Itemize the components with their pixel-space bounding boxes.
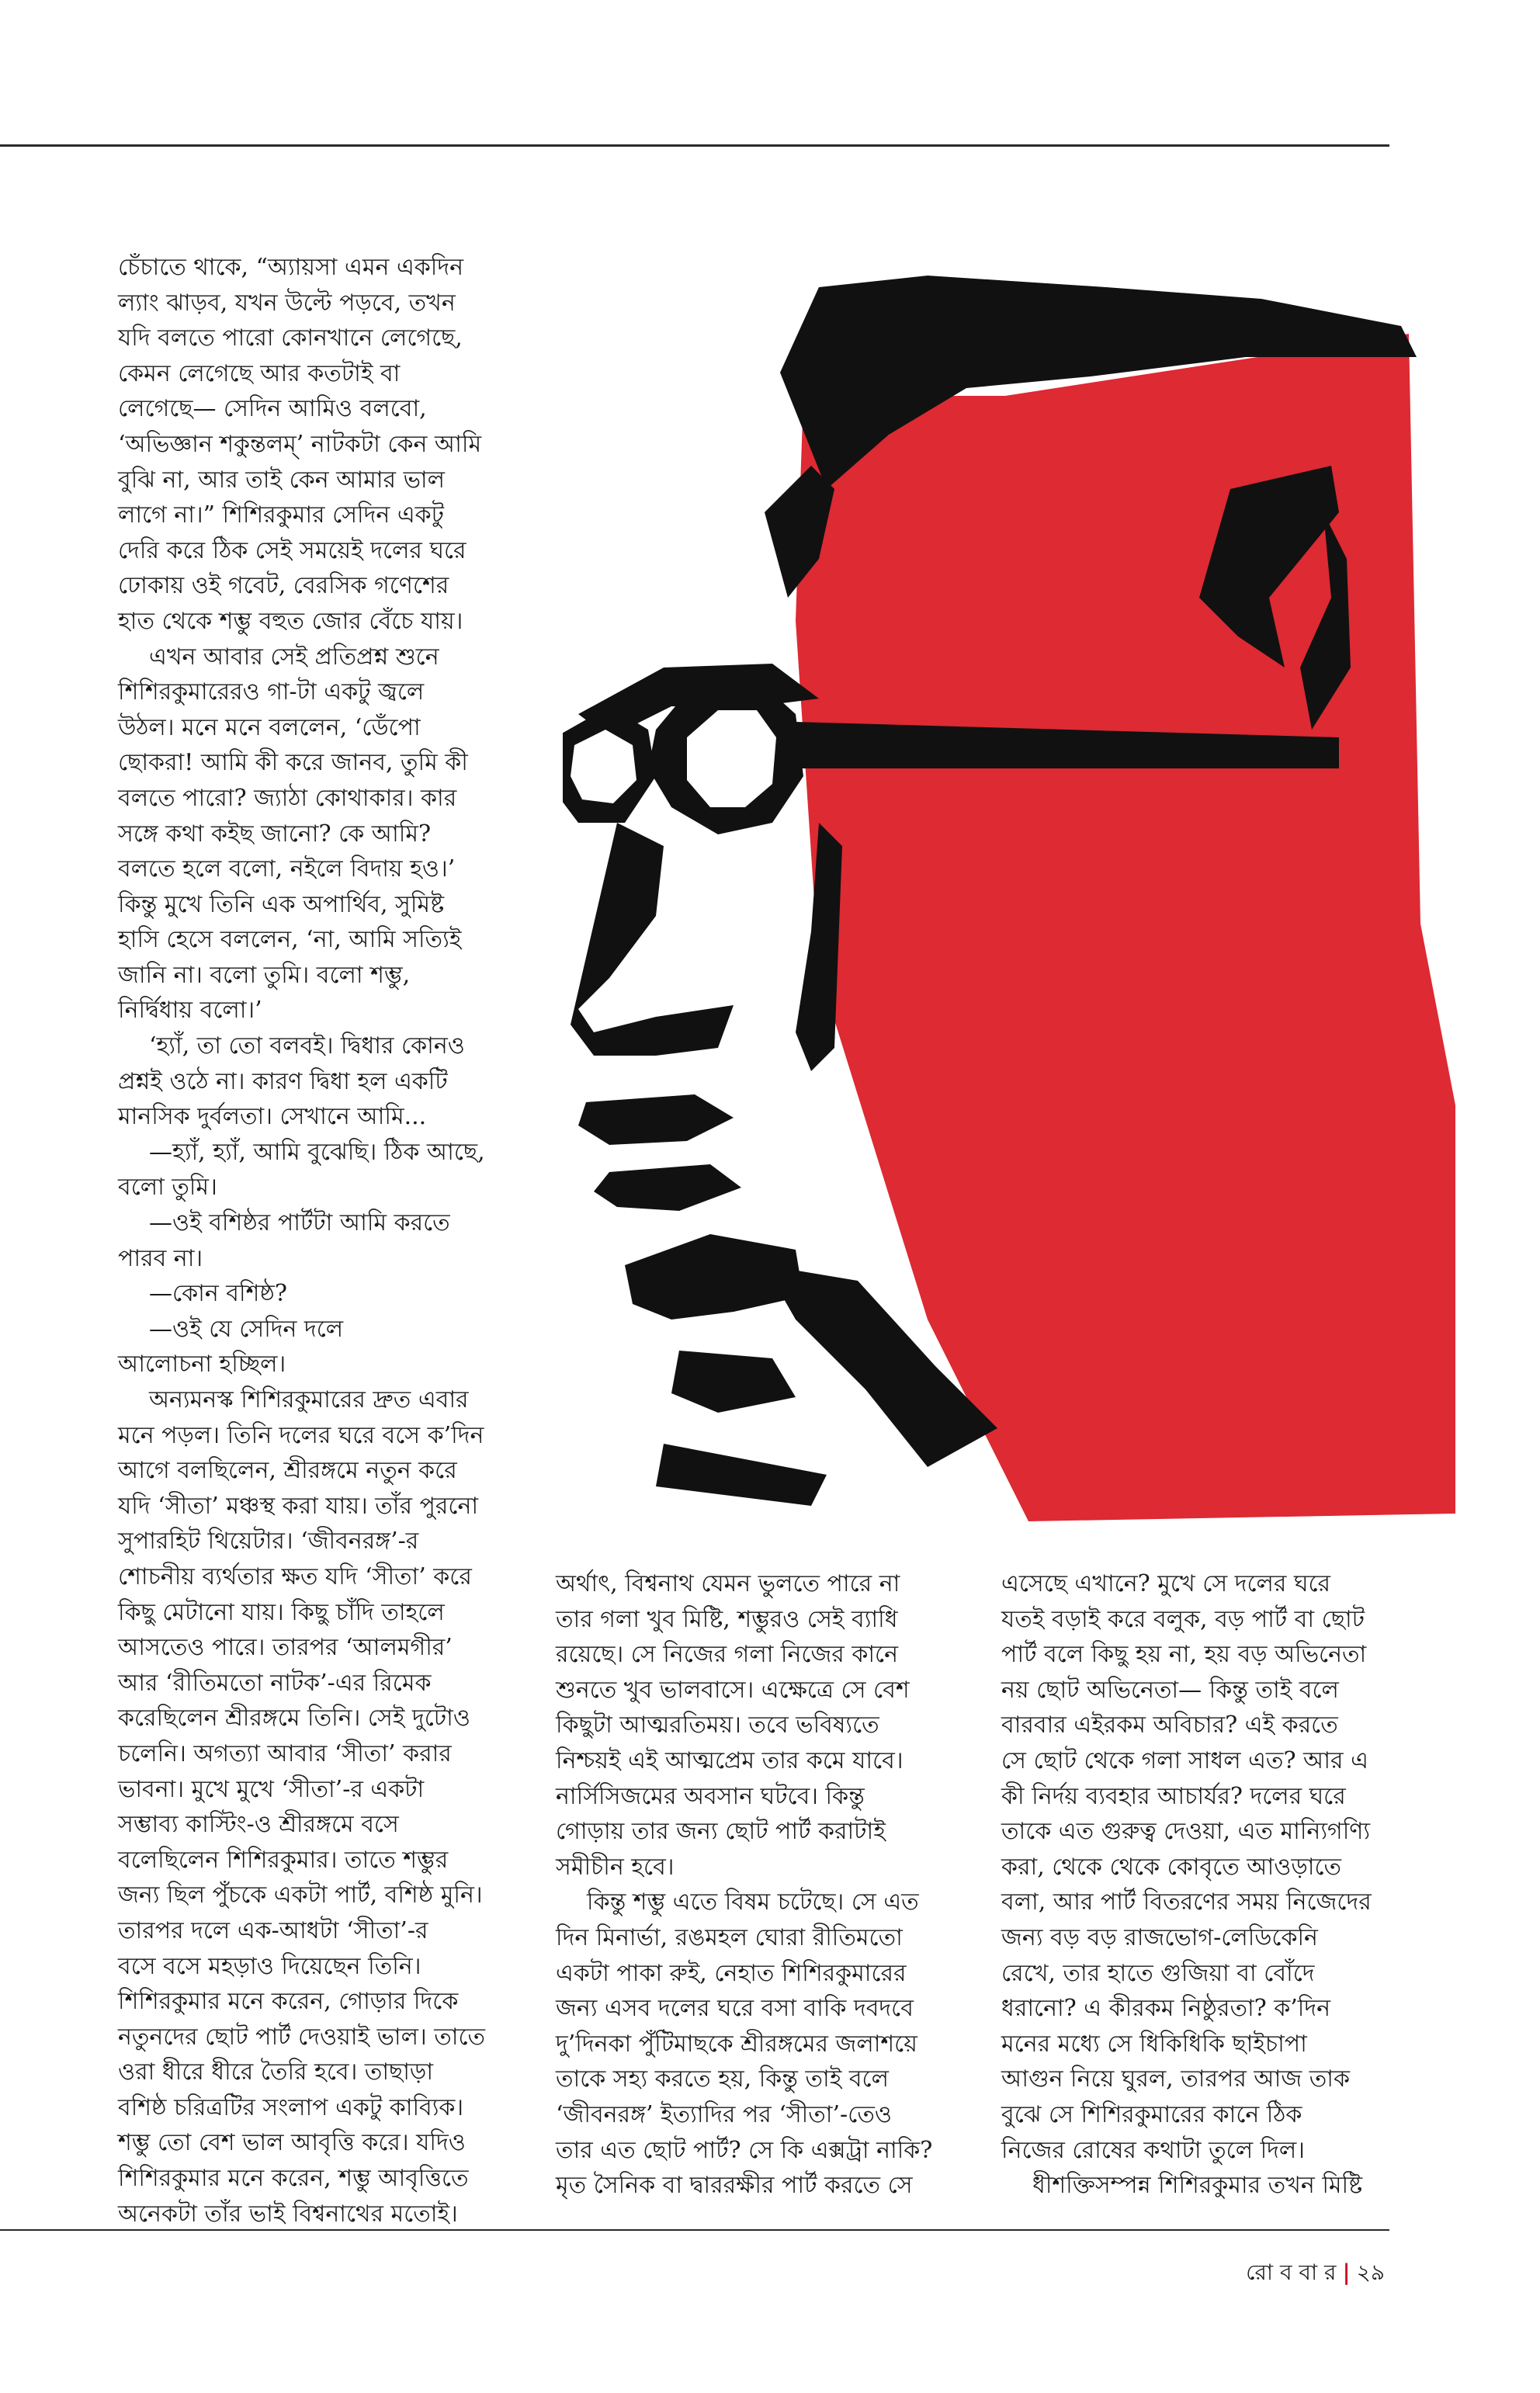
text-line: তাকে এত গুরুত্ব দেওয়া, এত মান্যিগণ্যি	[1001, 1818, 1371, 1846]
text-line: ঢোকায় ওই গবেট, বেরসিক গণেশের	[118, 572, 449, 600]
text-line: ধরানো? এ কীরকম নিষ্ঠুরতা? ক’দিন	[1001, 1995, 1331, 2023]
text-line: শম্ভু তো বেশ ভাল আবৃত্তি করে। যদিও	[118, 2129, 466, 2157]
text-line: অনেকটা তাঁর ভাই বিশ্বনাথের মতোই।	[118, 2200, 458, 2228]
text-line: আর ‘রীতিমতো নাটক’-এর রিমেক	[118, 1669, 432, 1697]
text-line: অর্থাৎ, বিশ্বনাথ যেমন ভুলতে পারে না	[556, 1570, 900, 1597]
text-line: যদি বলতে পারো কোনখানে লেগেছে,	[118, 324, 463, 352]
text-line: শুনতে খুব ভালবাসে। এক্ষেত্রে সে বেশ	[556, 1676, 910, 1704]
text-column-3	[1001, 1566, 1420, 2204]
text-line: বলতে হলে বলো, নইলে বিদায় হও।’	[118, 855, 456, 883]
text-line: এসেছে এখানে? মুখে সে দলের ঘরে	[1001, 1570, 1331, 1597]
text-line: নিজের রোষের কথাটা তুলে দিল।	[1001, 2136, 1306, 2164]
text-line: জন্য বড় বড় রাজভোগ-লেডিকেনি	[1001, 1923, 1318, 1951]
page-number: ২৯	[1356, 2259, 1385, 2285]
text-line: বলো তুমি।	[118, 1174, 217, 1202]
text-line: বারবার এইরকম অবিচার? এই করতে	[1001, 1712, 1338, 1739]
text-column-1	[118, 250, 522, 2232]
text-line: নতুনদের ছোট পার্ট দেওয়াই ভাল। তাতে	[118, 2023, 486, 2051]
text-line: তার গলা খুব মিষ্টি, শম্ভুরও সেই ব্যাধি	[556, 1605, 898, 1633]
text-line: পারব না।	[118, 1244, 203, 1272]
text-line: মনে পড়ল। তিনি দলের ঘরে বসে ক’দিন	[118, 1421, 484, 1449]
text-line: চলেনি। অগত্যা আবার ‘সীতা’ করার	[118, 1739, 452, 1767]
text-column-2	[556, 1566, 975, 2204]
text-line: রেখে, তার হাতে গুজিয়া বা বোঁদে	[1001, 1959, 1315, 1987]
text-line: ‘জীবনরঙ্গ’ ইত্যাদির পর ‘সীতা’-তেও	[556, 2100, 892, 2128]
text-line: করা, থেকে থেকে কোবৃতে আওড়াতে	[1001, 1853, 1342, 1881]
text-line: করেছিলেন শ্রীরঙ্গমে তিনি। সেই দুটোও	[118, 1705, 470, 1732]
text-line: জানি না। বলো তুমি। বলো শম্ভু,	[118, 961, 411, 989]
text-line: নার্সিসিজমের অবসান ঘটবে। কিন্তু	[556, 1782, 865, 1810]
text-line: আলোচনা হচ্ছিল।	[118, 1351, 286, 1379]
text-line: নির্দ্বিধায় বলো।’	[118, 997, 262, 1025]
text-line: দু’দিনকা পুঁটিমাছকে শ্রীরঙ্গমের জলাশয়ে	[556, 2030, 917, 2058]
text-line: অন্যমনস্ক শিশিরকুমারের দ্রুত এবার	[149, 1386, 469, 1413]
text-line: জন্য এসব দলের ঘরে বসা বাকি দবদবে	[556, 1995, 914, 2023]
text-line: বুঝি না, আর তাই কেন আমার ভাল	[118, 466, 445, 494]
text-line: কেমন লেগেছে আর কতটাই বা	[118, 359, 401, 387]
text-line: সম্ভাব্য কাস্টিং-ও শ্রীরঙ্গমে বসে	[118, 1811, 399, 1839]
text-line: শোচনীয় ব্যর্থতার ক্ষত যদি ‘সীতা’ করে	[118, 1562, 472, 1590]
text-line: লেগেছে— সেদিন আমিও বলবো,	[118, 395, 427, 423]
text-line: বশিষ্ঠ চরিত্রটির সংলাপ একটু কাব্যিক।	[118, 2093, 464, 2121]
portrait-illustration	[563, 233, 1455, 1521]
text-line: দেরি করে ঠিক সেই সময়েই দলের ঘরে	[118, 536, 467, 564]
text-line: —কোন বশিষ্ঠ?	[149, 1280, 287, 1308]
text-line: জন্য ছিল পুঁচকে একটা পার্ট, বশিষ্ঠ মুনি।	[118, 1881, 483, 1909]
text-line: রয়েছে। সে নিজের গলা নিজের কানে	[556, 1641, 898, 1669]
text-line: সঙ্গে কথা কইছ জানো? কে আমি?	[118, 820, 432, 848]
text-line: গোড়ায় তার জন্য ছোট পার্ট করাটাই	[556, 1818, 886, 1846]
text-line: আগে বলছিলেন, শ্রীরঙ্গমে নতুন করে	[118, 1457, 457, 1485]
text-line: নয় ছোট অভিনেতা— কিন্তু তাই বলে	[1001, 1676, 1339, 1704]
text-line: বলতে পারো? জ্যাঠা কোথাকার। কার	[118, 784, 457, 812]
text-line: সে ছোট থেকে গলা সাধল এত? আর এ	[1001, 1746, 1368, 1774]
text-line: বলেছিলেন শিশিরকুমার। তাতে শম্ভুর	[118, 1846, 449, 1874]
top-rule	[0, 144, 1389, 147]
text-line: কিন্তু শম্ভু এতে বিষম চটেছে। সে এত	[587, 1888, 919, 1916]
text-line: বসে বসে মহড়াও দিয়েছেন তিনি।	[118, 1952, 421, 1980]
text-line: হাসি হেসে বললেন, ‘না, আমি সত্যিই	[118, 926, 462, 954]
text-line: কিছুটা আত্মরতিময়। তবে ভবিষ্যতে	[556, 1712, 879, 1739]
text-line: লাগে না।” শিশিরকুমার সেদিন একটু	[118, 501, 444, 529]
text-line: ‘হ্যাঁ, তা তো বলবই। দ্বিধার কোনও	[149, 1032, 465, 1060]
text-line: দিন মিনার্ভা, রঙমহল ঘোরা রীতিমতো	[556, 1923, 903, 1951]
text-line: এখন আবার সেই প্রতিপ্রশ্ন শুনে	[149, 643, 439, 671]
magazine-name: রো ব বা র	[1246, 2259, 1337, 2285]
text-line: নিশ্চয়ই এই আত্মপ্রেম তার কমে যাবে।	[556, 1746, 904, 1774]
text-line: বুঝে সে শিশিরকুমারের কানে ঠিক	[1001, 2100, 1302, 2128]
text-line: কী নির্দয় ব্যবহার আচার্যর? দলের ঘরে	[1001, 1782, 1346, 1810]
text-line: মানসিক দুর্বলতা। সেখানে আমি...	[118, 1103, 427, 1131]
text-line: শিশিরকুমার মনে করেন, শম্ভু আবৃত্তিতে	[118, 2165, 469, 2193]
text-line: ভাবনা। মুখে মুখে ‘সীতা’-র একটা	[118, 1775, 425, 1803]
text-line: শিশিরকুমারেরও গা-টা একটু জ্বলে	[118, 678, 425, 706]
text-line: চেঁচাতে থাকে, “অ্যায়সা এমন একদিন	[118, 254, 464, 281]
text-line: —ওই যে সেদিন দলে	[149, 1315, 344, 1343]
text-line: বলা, আর পার্ট বিতরণের সময় নিজেদের	[1001, 1888, 1372, 1916]
text-line: সুপারহিট থিয়েটার। ‘জীবনরঙ্গ’-র	[118, 1528, 419, 1555]
text-line: পার্ট বলে কিছু হয় না, হয় বড় অভিনেতা	[1001, 1641, 1367, 1669]
bottom-rule	[0, 2229, 1389, 2231]
text-line: কিছু মেটানো যায়। কিছু চাঁদি তাহলে	[118, 1598, 445, 1626]
text-line: —হ্যাঁ, হ্যাঁ, আমি বুঝেছি। ঠিক আছে,	[149, 1138, 485, 1166]
text-line: তাকে সহ্য করতে হয়, কিন্তু তাই বলে	[556, 2065, 889, 2093]
text-line: কিন্তু মুখে তিনি এক অপার্থিব, সুমিষ্ট	[118, 890, 445, 918]
text-line: মনের মধ্যে সে ধিকিধিকি ছাইচাপা	[1001, 2030, 1307, 2058]
text-line: আসতেও পারে। তারপর ‘আলমগীর’	[118, 1634, 453, 1662]
text-line: তার এত ছোট পার্ট? সে কি এক্সট্রা নাকি?	[556, 2136, 933, 2164]
text-line: ল্যাং ঝাড়ব, যখন উল্টে পড়বে, তখন	[118, 289, 456, 317]
text-line: প্রশ্নই ওঠে না। কারণ দ্বিধা হল একটি	[118, 1067, 448, 1095]
text-line: হাত থেকে শম্ভু বহুত জোর বেঁচে যায়।	[118, 607, 463, 635]
folio	[1246, 2256, 1385, 2292]
text-line: যতই বড়াই করে বলুক, বড় পার্ট বা ছোট	[1001, 1605, 1365, 1633]
text-line: শিশিরকুমার মনে করেন, গোড়ার দিকে	[118, 1988, 459, 2016]
text-line: যদি ‘সীতা’ মঞ্চস্থ করা যায়। তাঁর পুরনো	[118, 1492, 479, 1520]
folio-separator: |	[1342, 2259, 1351, 2285]
text-line: ‘অভিজ্ঞান শকুন্তলম্’ নাটকটা কেন আমি	[118, 430, 482, 458]
text-line: তারপর দলে এক-আধটা ‘সীতা’-র	[118, 1916, 428, 1944]
text-line: উঠল। মনে মনে বললেন, ‘ডেঁপো	[118, 713, 421, 741]
text-line: একটা পাকা রুই, নেহাত শিশিরকুমারের	[556, 1959, 907, 1987]
text-line: মৃত সৈনিক বা দ্বাররক্ষীর পার্ট করতে সে	[556, 2172, 913, 2200]
text-line: ধীশক্তিসম্পন্ন শিশিরকুমার তখন মিষ্টি	[1032, 2172, 1363, 2200]
text-line: —ওই বশিষ্ঠর পার্টটা আমি করতে	[149, 1209, 450, 1237]
text-line: আগুন নিয়ে ঘুরল, তারপর আজ তাক	[1001, 2065, 1350, 2093]
text-line: ওরা ধীরে ধীরে তৈরি হবে। তাছাড়া	[118, 2058, 434, 2086]
text-line: সমীচীন হবে।	[556, 1853, 675, 1881]
text-line: ছোকরা! আমি কী করে জানব, তুমি কী	[118, 749, 468, 777]
